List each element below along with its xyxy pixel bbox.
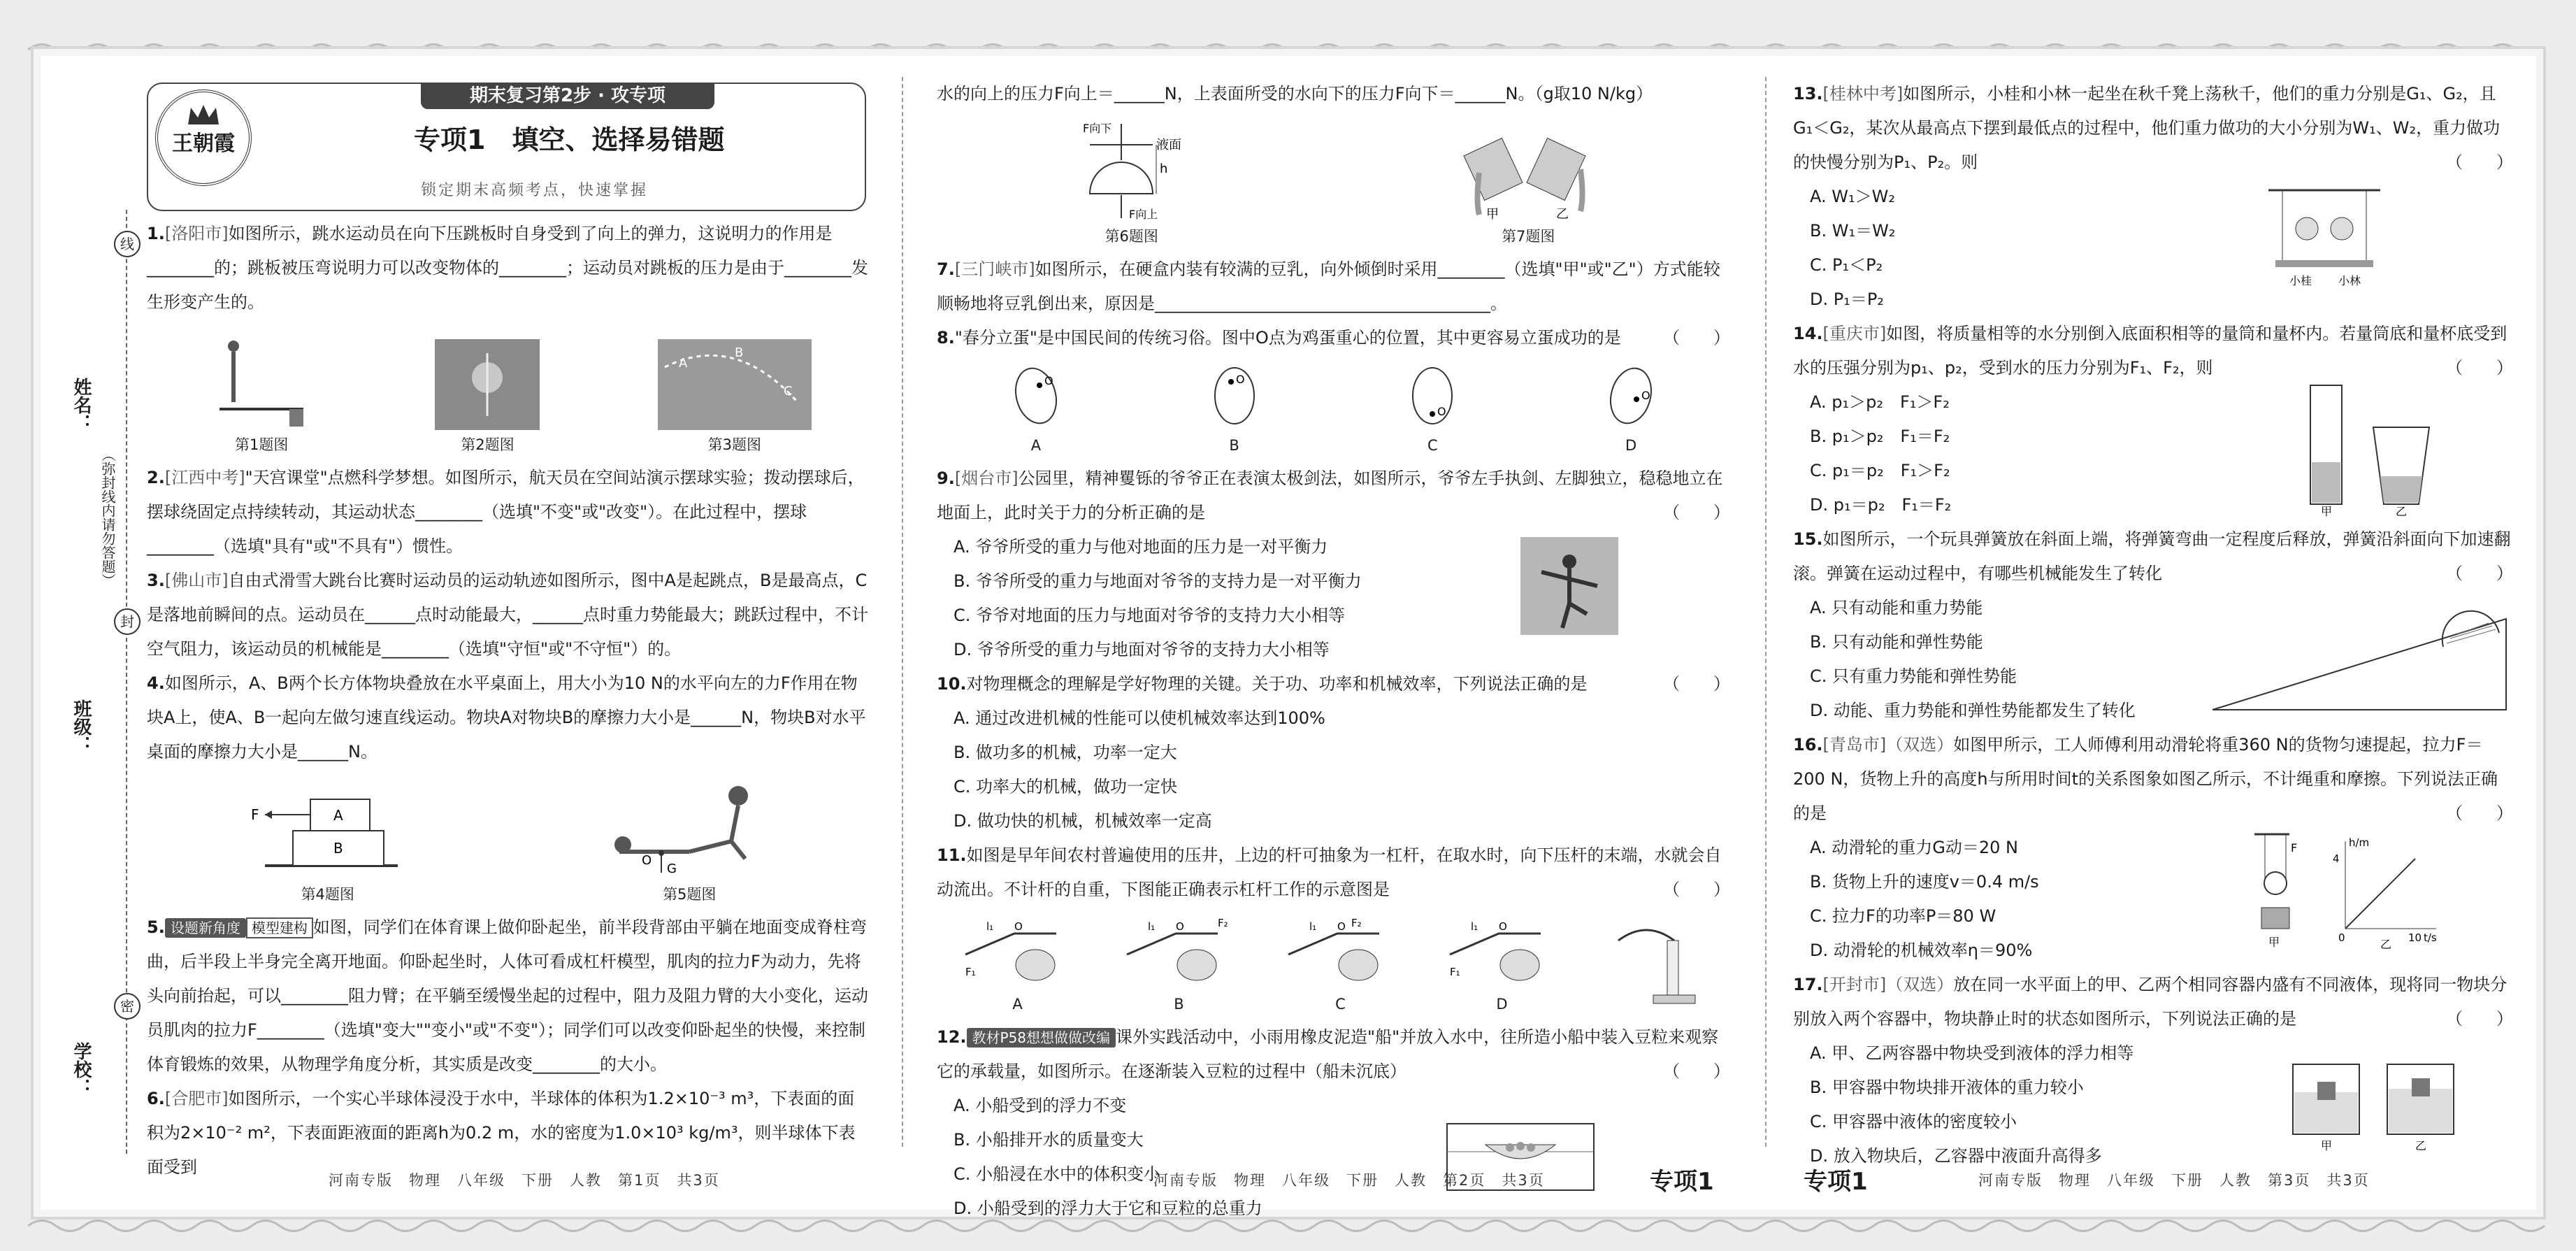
svg-text:F₁: F₁ — [965, 966, 976, 978]
pulley-and-graph-figure — [2240, 831, 2450, 950]
svg-text:A: A — [333, 807, 343, 824]
question-2: 2.[江西中考]"天宫课堂"点燃科学梦想。如图所示，航天员在空间站演示摆球实验；拨动摆球后，摆球绕固定点持续转动，其运动状态________（选填"不变"或"改变"）。在此过程中，摆球________（选填"具有"或"不具有"）惯性。 — [147, 468, 865, 556]
column-2 — [937, 77, 1730, 1226]
svg-text:l₁: l₁ — [986, 920, 993, 933]
binding-notice: （弥封线内请勿答题） — [99, 448, 116, 587]
q15-option-c[interactable]: C. 只有重力势能和弹性势能 — [1810, 666, 2017, 686]
eggs-figure — [937, 361, 1730, 456]
fig3-caption: 第3题图 — [707, 436, 761, 453]
binding-mark-feng: 封 — [114, 608, 141, 635]
question-4: 4.如图所示，A、B两个长方体物块叠放在水平桌面上，用大小为10 N的水平向左的力F作用在物块A上，使A、B一起向左做匀速直线运动。物块A对物块B的摩擦力大小是______N，物块B对水平桌面的摩擦力大小是______N。 — [147, 673, 866, 762]
question-17: 17.[开封市]（双选）放在同一水平面上的甲、乙两个相同容器内盛有不同液体，现将同一物块分别放入两个容器中，物块静止时的状态如图所示，下列说法正确的是 （ ） — [1793, 975, 2513, 1029]
svg-text:O: O — [1641, 389, 1650, 402]
svg-text:C: C — [783, 384, 793, 399]
svg-text:O: O — [1044, 374, 1053, 387]
q16-option-c[interactable]: C. 拉力F的功率P＝80 W — [1810, 906, 1996, 926]
q12-option-b[interactable]: B. 小船排开水的质量变大 — [954, 1130, 1144, 1150]
column-1 — [147, 217, 870, 1185]
q15-option-a[interactable]: A. 只有动能和重力势能 — [1810, 598, 1983, 617]
question-13: 13.[桂林中考]如图所示，小桂和小林一起坐在秋千凳上荡秋千，他们的重力分别是G₁、G₂，且G₁＜G₂，某次从最高点下摆到最低点的过程中，他们重力做功的大小分别为W₁、W₂，重力做功的快慢分别为P₁、P₂。则 （ ） — [1793, 84, 2513, 172]
egg-option-a[interactable]: A — [1030, 437, 1042, 454]
fig1-caption: 第1题图 — [234, 436, 289, 453]
egg-option-c[interactable]: C — [1427, 437, 1438, 454]
crown-icon — [182, 101, 224, 129]
svg-text:0: 0 — [2338, 931, 2345, 944]
binding-mark-xian: 线 — [114, 231, 141, 257]
q12-option-d[interactable]: D. 小船受到的浮力大于它和豆粒的总重力 — [954, 1199, 1262, 1218]
svg-text:乙: 乙 — [2396, 505, 2408, 518]
q10-option-b[interactable]: B. 做功多的机械，功率一定大 — [954, 743, 1177, 762]
footer-page-2: 河南专版 物理 八年级 下册 人教 第2页 共3页 — [1153, 1172, 1545, 1189]
q13-option-a[interactable]: A. W₁＞W₂ — [1810, 187, 1895, 206]
logo — [155, 90, 252, 186]
svg-text:l₁: l₁ — [1147, 920, 1155, 933]
q10-option-d[interactable]: D. 做功快的机械，机械效率一定高 — [954, 811, 1212, 831]
section-tag-left: 专项1 — [1650, 1168, 1714, 1196]
q16-option-d[interactable]: D. 动滑轮的机械效率η＝90% — [1810, 941, 2033, 960]
tai-chi-photo — [1520, 537, 1618, 635]
svg-text:F向下: F向下 — [1082, 122, 1111, 135]
school-label: 学校： — [71, 1042, 92, 1096]
svg-text:B: B — [734, 345, 744, 360]
svg-text:O: O — [1235, 373, 1245, 386]
badge-model: 模型建构 — [246, 917, 313, 938]
question-15: 15.如图所示，一个玩具弹簧放在斜面上端，将弹簧弯曲一定程度后释放，弹簧沿斜面向下加速翻滚。弹簧在运动过程中，有哪些机械能发生了转化 （ ） — [1793, 529, 2513, 583]
diving-board-figure — [206, 325, 317, 430]
figure-row-3 — [937, 117, 1730, 247]
sit-up-figure — [605, 775, 773, 880]
q12-option-c[interactable]: C. 小船浸在水中的体积变小 — [954, 1164, 1161, 1184]
lever-option-b[interactable]: B — [1174, 996, 1184, 1013]
logo-text: 王朝霞 — [172, 131, 235, 156]
question-9: 9.[烟台市]公园里，精神矍铄的爷爷正在表演太极剑法，如图所示，爷爷左手执剑、左脚独立，稳稳地立在地面上，此时关于力的分析正确的是 （ ） — [937, 469, 1730, 522]
q14-option-c[interactable]: C. p₁＝p₂ F₁＞F₂ — [1810, 461, 1950, 480]
q9-option-d[interactable]: D. 爷爷所受的重力与地面对爷爷的支持力大小相等 — [954, 640, 1330, 659]
figure-row-1 — [147, 325, 870, 455]
header-banner: 期末复习第2步 · 攻专项 — [421, 83, 714, 109]
question-6: 6.[合肥市]如图所示，一个实心半球体浸没于水中，半球体的体积为1.2×10⁻³ m³，下表面的面积为2×10⁻² m²，下表面距液面的距离h为0.2 m，水的密度为1.0×10³ kg/m³，则半球体下表面受到 — [147, 1089, 856, 1177]
question-10: 10.对物理概念的理解是学好物理的关键。关于功、功率和机械效率，下列说法正确的是 （ ） — [937, 674, 1730, 694]
footer-page-1: 河南专版 物理 八年级 下册 人教 第1页 共3页 — [329, 1172, 720, 1189]
svg-text:10: 10 — [2408, 931, 2422, 944]
svg-text:F₁: F₁ — [1449, 966, 1460, 978]
svg-text:4: 4 — [2333, 852, 2340, 865]
fig4-caption: 第4题图 — [301, 886, 354, 903]
q17-option-d[interactable]: D. 放入物块后，乙容器中液面升高得多 — [1810, 1146, 2102, 1166]
svg-text:O: O — [1337, 920, 1346, 933]
figure-row-2 — [147, 775, 870, 905]
fig6-caption: 第6题图 — [1104, 228, 1158, 245]
fig7-caption: 第7题图 — [1502, 228, 1555, 245]
section-tag-right: 专项1 — [1804, 1168, 1868, 1196]
question-6-cont: 水的向上的压力F向上＝______N，上表面所受的水向下的压力F向下＝______N。（g取10 N/kg） — [937, 84, 1653, 103]
svg-text:O: O — [1498, 920, 1507, 933]
question-3: 3.[佛山市]自由式滑雪大跳台比赛时运动员的运动轨迹如图所示，图中A是起跳点，B是最高点，C是落地前瞬间的点。运动员在______点时动能最大，______点时重力势能最大；跳跃过程中，不计空气阻力，该运动员的机械能是________（选填"守恒"或"不守恒"）的。 — [147, 571, 868, 659]
q17-option-a[interactable]: A. 甲、乙两容器中物块受到液体的浮力相等 — [1810, 1043, 2134, 1063]
egg-option-b[interactable]: B — [1229, 437, 1239, 454]
column-3 — [1793, 77, 2513, 1173]
question-1: 1.[洛阳市]如图所示，跳水运动员在向下压跳板时自身受到了向上的弹力，这说明力的作用是________的；跳板被压弯说明力可以改变物体的________；运动员对跳板的压力是由于________发生形变产生的。 — [147, 224, 868, 312]
svg-text:l₁: l₁ — [1470, 920, 1478, 933]
fig2-caption: 第2题图 — [461, 436, 515, 453]
header-subtitle: 锁定期末高频考点，快速掌握 — [421, 182, 649, 199]
lever-option-c[interactable]: C — [1335, 996, 1346, 1013]
svg-text:小桂: 小桂 — [2289, 274, 2312, 287]
svg-text:甲: 甲 — [2321, 505, 2333, 518]
svg-text:液面: 液面 — [1156, 138, 1181, 152]
q13-option-d[interactable]: D. P₁＝P₂ — [1810, 289, 1884, 309]
svg-text:A: A — [678, 356, 688, 371]
q15-option-b[interactable]: B. 只有动能和弹性势能 — [1810, 632, 1983, 652]
lever-option-a[interactable]: A — [1012, 996, 1023, 1013]
two-containers-figure — [2282, 1050, 2464, 1155]
q10-option-c[interactable]: C. 功率大的机械，做功一定快 — [954, 777, 1178, 796]
lever-option-d[interactable]: D — [1496, 996, 1508, 1013]
class-label: 班级： — [71, 699, 92, 754]
question-7: 7.[三门峡市]如图所示，在硬盒内装有较满的豆乳，向外倾倒时采用________（选填"甲"或"乙"）方式能较顺畅地将豆乳倒出来，原因是________________________________________。 — [937, 259, 1720, 313]
svg-text:乙: 乙 — [2415, 1139, 2427, 1152]
q17-option-b[interactable]: B. 甲容器中物块排开液体的重力较小 — [1810, 1078, 2084, 1097]
question-11: 11.如图是早年间农村普遍使用的压井，上边的杆可抽象为一杠杆，在取水时，向下压杆的末端，水就会自动流出。不计杆的自重，下图能正确表示杠杆工作的示意图是 （ ） — [937, 845, 1730, 899]
q12-option-a[interactable]: A. 小船受到的浮力不变 — [954, 1096, 1127, 1115]
pump-levers-figure — [937, 913, 1730, 1015]
egg-option-d[interactable]: D — [1625, 437, 1637, 454]
question-14: 14.[重庆市]如图，将质量相等的水分别倒入底面积相等的量筒和量杯内。若量筒底和量杯底受到水的压强分别为p₁、p₂，受到水的压力分别为F₁、F₂，则 （ ） — [1793, 324, 2513, 378]
slinky-incline-figure — [2206, 605, 2513, 717]
svg-text:小林: 小林 — [2338, 274, 2361, 287]
question-12: 12. 教材P58想想做做改编 课外实践活动中，小雨用橡皮泥造"船"并放入水中，往所造小船中装入豆粒来观察它的承载量，如图所示。在逐渐装入豆粒的过程中（船未沉底） （ ） — [937, 1027, 1730, 1081]
svg-text:F: F — [2291, 841, 2298, 855]
q16-option-a[interactable]: A. 动滑轮的重力G动＝20 N — [1810, 838, 2018, 857]
svg-text:F向上: F向上 — [1128, 208, 1158, 221]
svg-text:O: O — [1437, 405, 1446, 418]
svg-text:甲: 甲 — [2321, 1139, 2333, 1152]
q17-option-c[interactable]: C. 甲容器中液体的密度较小 — [1810, 1112, 2017, 1131]
svg-text:O: O — [1014, 920, 1023, 933]
q16-option-b[interactable]: B. 货物上升的速度v＝0.4 m/s — [1810, 872, 2039, 892]
column-divider-2 — [1765, 77, 1766, 1147]
swing-figure — [2254, 187, 2394, 292]
header — [147, 83, 866, 211]
svg-text:l₁: l₁ — [1309, 920, 1316, 933]
svg-text:h/m: h/m — [2349, 836, 2370, 849]
binding-mark-mi: 密 — [114, 993, 141, 1020]
badge-new-angle: 设题新角度 — [165, 918, 246, 938]
pendulum-photo — [435, 339, 540, 430]
column-divider-1 — [902, 77, 903, 1147]
svg-text:O: O — [642, 853, 652, 868]
cylinder-and-beaker-figure — [2282, 378, 2443, 518]
q15-option-d[interactable]: D. 动能、重力势能和弹性势能都发生了转化 — [1810, 701, 2136, 720]
badge-textbook: 教材P58想想做做改编 — [967, 1028, 1116, 1048]
svg-text:甲: 甲 — [2268, 936, 2280, 949]
blocks-ab-figure — [244, 782, 412, 880]
name-label: 姓名： — [71, 378, 92, 432]
q14-option-b[interactable]: B. p₁＞p₂ F₁＝F₂ — [1810, 427, 1950, 446]
fig5-caption: 第5题图 — [663, 886, 717, 903]
q10-option-a[interactable]: A. 通过改进机械的性能可以使机械效率达到100% — [954, 708, 1325, 728]
footer-page-3: 河南专版 物理 八年级 下册 人教 第3页 共3页 — [1978, 1172, 2370, 1189]
hemisphere-figure — [1069, 117, 1195, 222]
pouring-boxes-figure — [1458, 117, 1598, 222]
svg-text:F₂: F₂ — [1217, 917, 1228, 929]
q9-option-c[interactable]: C. 爷爷对地面的压力与地面对爷爷的支持力大小相等 — [954, 606, 1346, 625]
svg-text:甲: 甲 — [1486, 207, 1499, 222]
svg-text:F: F — [250, 806, 259, 823]
svg-text:F₂: F₂ — [1351, 917, 1362, 929]
ski-jump-photo — [658, 339, 812, 430]
q14-option-a[interactable]: A. p₁＞p₂ F₁＞F₂ — [1810, 392, 1950, 412]
q9-option-a[interactable]: A. 爷爷所受的重力与他对地面的压力是一对平衡力 — [954, 537, 1328, 557]
question-8: 8."春分立蛋"是中国民间的传统习俗。图中O点为鸡蛋重心的位置，其中更容易立蛋成功的是 （ ） — [937, 328, 1730, 348]
q13-option-b[interactable]: B. W₁＝W₂ — [1810, 221, 1896, 241]
q13-option-c[interactable]: C. P₁＜P₂ — [1810, 255, 1883, 275]
question-5: 5. 设题新角度 模型建构 如图，同学们在体育课上做仰卧起坐，前半段背部由平躺在地面变成脊柱弯曲，后半段上半身完全离开地面。仰卧起坐时，人体可看成杠杆模型，肌肉的拉力F为动力，先将头向前抬起，可以________阻力臂；在平躺至缓慢坐起的过程中，阻力及阻力臂的大小变化，运动员肌肉的拉力F________（选填"变大""变小"或"不变"）；同学们可以改变仰卧起坐的快慢，来控制体育锻炼的效果，从物理学角度分析，其实质是改变________的大小。 — [147, 917, 868, 1074]
svg-text:G: G — [667, 862, 677, 876]
page-title: 专项1 填空、选择易错题 — [414, 124, 725, 155]
svg-text:B: B — [333, 840, 343, 857]
q9-option-b[interactable]: B. 爷爷所受的重力与地面对爷爷的支持力是一对平衡力 — [954, 571, 1362, 591]
svg-text:h: h — [1159, 162, 1168, 176]
svg-text:乙: 乙 — [2380, 938, 2392, 950]
hand-pump-figure — [1604, 913, 1709, 1010]
q14-option-d[interactable]: D. p₁＝p₂ F₁＝F₂ — [1810, 495, 1952, 515]
svg-text:t/s: t/s — [2424, 931, 2437, 944]
question-16: 16.[青岛市]（双选）如图甲所示，工人师傅利用动滑轮将重360 N的货物匀速提起，拉力F＝200 N，货物上升的高度h与所用时间t的关系图象如图乙所示，不计绳重和摩擦。下列说法正确的是 （ ） — [1793, 735, 2513, 823]
svg-text:O: O — [1175, 920, 1184, 933]
svg-text:乙: 乙 — [1556, 207, 1569, 222]
